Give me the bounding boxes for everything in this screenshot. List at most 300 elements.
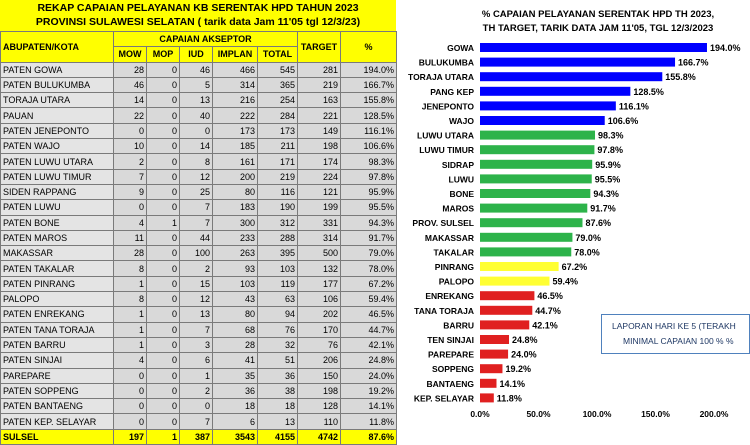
cell-name: PATEN BARRU: [1, 337, 114, 352]
data-label: 91.7%: [590, 203, 616, 214]
cell-mop: 0: [147, 383, 180, 398]
table-row: [1, 230, 397, 245]
cell-mop: 0: [147, 337, 180, 352]
bar: [480, 116, 605, 125]
cell-mow: 46: [114, 77, 147, 92]
data-label: 78.0%: [574, 247, 600, 258]
col-header-mow: MOW: [114, 47, 147, 62]
cell-mop: 0: [147, 62, 180, 77]
cell-implan: 161: [213, 154, 258, 169]
cell-mow: 7: [114, 169, 147, 184]
total-cell-implan: 3543: [213, 429, 258, 444]
cell-mow: 28: [114, 246, 147, 261]
cell-total: 94: [258, 307, 298, 322]
table-title: REKAP CAPAIAN PELAYANAN KB SERENTAK HPD TAHUN 2023: [37, 2, 359, 14]
data-label: 166.7%: [678, 57, 709, 68]
x-tick-label: 200.0%: [699, 409, 729, 419]
category-label: WAJO: [448, 116, 474, 126]
cell-mop: 0: [147, 77, 180, 92]
table-row: [1, 261, 397, 276]
category-label: ENREKANG: [425, 291, 474, 302]
cell-name: PAUAN: [1, 108, 114, 123]
cell-implan: 68: [213, 322, 258, 337]
cell-total: 171: [258, 154, 298, 169]
cell-iud: 14: [180, 139, 213, 154]
cell-target: 132: [298, 261, 341, 276]
cell-target: 331: [298, 215, 341, 230]
cell-implan: 200: [213, 169, 258, 184]
cell-mop: 0: [147, 246, 180, 261]
chart-panel: [398, 0, 750, 422]
category-label: LUWU TIMUR: [419, 145, 474, 156]
cell-name: PATEN GOWA: [1, 62, 114, 77]
category-label: PINRANG: [434, 262, 474, 272]
cell-mop: 0: [147, 261, 180, 276]
cell-pct: 79.0%: [341, 246, 397, 261]
x-axis: [470, 409, 729, 419]
cell-name: PALOPO: [1, 292, 114, 307]
cell-iud: 5: [180, 77, 213, 92]
cell-mop: 0: [147, 139, 180, 154]
cell-iud: 0: [180, 399, 213, 414]
cell-total: 395: [258, 246, 298, 261]
data-label: 97.8%: [597, 145, 623, 156]
table-row: [1, 353, 397, 368]
bar: [480, 189, 590, 198]
cell-mop: 0: [147, 200, 180, 215]
cell-mop: 0: [147, 230, 180, 245]
category-label: SIDRAP: [441, 159, 474, 170]
cell-iud: 2: [180, 261, 213, 276]
cell-total: 190: [258, 200, 298, 215]
category-label: TAKALAR: [433, 247, 474, 258]
category-label: MAKASSAR: [424, 232, 474, 243]
cell-implan: 314: [213, 77, 258, 92]
cell-iud: 7: [180, 414, 213, 429]
bar: [480, 291, 534, 300]
cell-implan: 93: [213, 261, 258, 276]
cell-target: 224: [298, 169, 341, 184]
cell-iud: 8: [180, 154, 213, 169]
cell-mop: 0: [147, 154, 180, 169]
cell-mow: 0: [114, 200, 147, 215]
cell-iud: 15: [180, 276, 213, 291]
cell-target: 76: [298, 337, 341, 352]
cell-target: 500: [298, 246, 341, 261]
data-label: 194.0%: [709, 43, 741, 53]
data-label: 44.7%: [535, 305, 561, 316]
category-label: PALOPO: [438, 276, 474, 287]
cell-name: PATEN WAJO: [1, 139, 114, 154]
cell-mop: 0: [147, 108, 180, 123]
cell-mow: 1: [114, 276, 147, 291]
cell-name: SIDEN RAPPANG: [1, 184, 114, 199]
category-label: BONE: [449, 189, 474, 199]
col-header-total: TOTAL: [258, 47, 298, 62]
cell-iud: 0: [180, 123, 213, 138]
table-subtitle: PROVINSI SULAWESI SELATAN ( tarik data Jam 11'05 tgl 12/3/23): [35, 16, 361, 28]
cell-mow: 8: [114, 261, 147, 276]
category-label: LUWU: [448, 174, 474, 185]
cell-pct: 166.7%: [341, 77, 397, 92]
cell-total: 365: [258, 77, 298, 92]
table-row: [1, 123, 397, 138]
cell-mow: 10: [114, 139, 147, 154]
data-label: 116.1%: [618, 101, 649, 112]
cell-name: PATEN TANA TORAJA: [1, 322, 114, 337]
cell-mow: 0: [114, 383, 147, 398]
data-label: 94.3%: [593, 189, 619, 199]
cell-total: 116: [258, 184, 298, 199]
table-row: [1, 246, 397, 261]
table-row: [1, 322, 397, 337]
cell-mow: 14: [114, 93, 147, 108]
cell-mop: 0: [147, 184, 180, 199]
cell-mop: 0: [147, 414, 180, 429]
x-tick-label: 100.0%: [582, 409, 612, 419]
cell-iud: 40: [180, 108, 213, 123]
bar: [480, 87, 630, 96]
cell-total: 173: [258, 123, 298, 138]
cell-mow: 1: [114, 307, 147, 322]
table-row: [1, 200, 397, 215]
data-label: 14.1%: [499, 378, 526, 389]
cell-target: 198: [298, 383, 341, 398]
data-label: 95.9%: [595, 159, 621, 170]
cell-name: PATEN PINRANG: [1, 276, 114, 291]
cell-mow: 28: [114, 62, 147, 77]
cell-total: 119: [258, 276, 298, 291]
cell-iud: 25: [180, 184, 213, 199]
category-label: TORAJA UTARA: [408, 72, 474, 83]
col-header-kabupaten: ABUPATEN/KOTA: [1, 32, 114, 63]
cell-mow: 0: [114, 123, 147, 138]
x-tick-label: 0.0%: [470, 409, 490, 419]
chart-title: % CAPAIAN PELAYANAN SERENTAK HPD TH 2023,: [481, 9, 715, 20]
cell-total: 76: [258, 322, 298, 337]
bar: [480, 174, 592, 183]
cell-mow: 1: [114, 322, 147, 337]
cell-pct: 59.4%: [341, 292, 397, 307]
table-row: [1, 169, 397, 184]
cell-target: 221: [298, 108, 341, 123]
cell-mow: 1: [114, 337, 147, 352]
total-cell-iud: 387: [180, 429, 213, 444]
cell-mop: 0: [147, 292, 180, 307]
cell-pct: 116.1%: [341, 123, 397, 138]
data-label: 128.5%: [633, 86, 664, 97]
cell-implan: 35: [213, 368, 258, 383]
table-row: [1, 139, 397, 154]
x-tick-label: 150.0%: [641, 409, 670, 419]
cell-mow: 4: [114, 353, 147, 368]
report-note: [601, 314, 750, 354]
cell-implan: 6: [213, 414, 258, 429]
bar: [480, 204, 587, 213]
cell-target: 177: [298, 276, 341, 291]
col-header-capaian: CAPAIAN AKSEPTOR: [114, 32, 298, 47]
cell-pct: 98.3%: [341, 154, 397, 169]
table-row: [1, 77, 397, 92]
cell-target: 163: [298, 93, 341, 108]
cell-mow: 9: [114, 184, 147, 199]
total-cell-target: 4742: [298, 429, 341, 444]
cell-pct: 19.2%: [341, 383, 397, 398]
table-row: [1, 215, 397, 230]
cell-target: 150: [298, 368, 341, 383]
cell-implan: 466: [213, 62, 258, 77]
cell-iud: 6: [180, 353, 213, 368]
cell-pct: 95.9%: [341, 184, 397, 199]
bar: [480, 43, 707, 52]
cell-mop: 0: [147, 307, 180, 322]
cell-total: 18: [258, 399, 298, 414]
cell-target: 198: [298, 139, 341, 154]
cell-name: TORAJA UTARA: [1, 93, 114, 108]
category-label: MAROS: [442, 203, 474, 214]
bar: [480, 262, 559, 271]
total-cell-name: SULSEL: [1, 429, 114, 444]
cell-target: 219: [298, 77, 341, 92]
cell-total: 51: [258, 353, 298, 368]
cell-target: 128: [298, 399, 341, 414]
col-header-iud: IUD: [180, 47, 213, 62]
total-cell-mop: 1: [147, 429, 180, 444]
bar: [480, 131, 595, 140]
cell-mop: 0: [147, 322, 180, 337]
cell-iud: 1: [180, 368, 213, 383]
bar: [480, 306, 532, 315]
cell-target: 174: [298, 154, 341, 169]
total-cell-total: 4155: [258, 429, 298, 444]
cell-iud: 2: [180, 383, 213, 398]
cell-mow: 0: [114, 414, 147, 429]
data-label: 79.0%: [575, 232, 601, 243]
table-row: [1, 184, 397, 199]
cell-mow: 0: [114, 399, 147, 414]
bar: [480, 101, 616, 110]
cell-pct: 14.1%: [341, 399, 397, 414]
cell-name: PATEN LUWU TIMUR: [1, 169, 114, 184]
cell-implan: 103: [213, 276, 258, 291]
category-label: TEN SINJAI: [427, 335, 474, 345]
cell-pct: 78.0%: [341, 261, 397, 276]
cell-mow: 22: [114, 108, 147, 123]
category-label: PAREPARE: [428, 349, 474, 360]
cell-name: PATEN LUWU UTARA: [1, 154, 114, 169]
category-label: BANTAENG: [426, 378, 474, 389]
col-header-implan: IMPLAN: [213, 47, 258, 62]
cell-target: 199: [298, 200, 341, 215]
col-header-pct: %: [341, 32, 397, 63]
cell-pct: 24.0%: [341, 368, 397, 383]
cell-implan: 80: [213, 307, 258, 322]
x-tick-label: 50.0%: [526, 409, 551, 419]
cell-target: 202: [298, 307, 341, 322]
total-cell-pct: 87.6%: [341, 429, 397, 444]
data-label: 24.8%: [512, 335, 538, 345]
cell-name: PATEN MAROS: [1, 230, 114, 245]
cell-mop: 0: [147, 368, 180, 383]
table-titles: [0, 0, 396, 31]
category-label: SOPPENG: [431, 364, 474, 375]
table-row: [1, 414, 397, 429]
cell-mop: 0: [147, 399, 180, 414]
cell-mop: 0: [147, 169, 180, 184]
cell-total: 254: [258, 93, 298, 108]
cell-implan: 43: [213, 292, 258, 307]
cell-name: PATEN BANTAENG: [1, 399, 114, 414]
cell-iud: 3: [180, 337, 213, 352]
cell-mop: 0: [147, 353, 180, 368]
cell-name: PATEN SOPPENG: [1, 383, 114, 398]
cell-name: PATEN KEP. SELAYAR: [1, 414, 114, 429]
cell-iud: 12: [180, 169, 213, 184]
bar: [480, 364, 502, 373]
recap-table: [0, 31, 397, 445]
cell-total: 219: [258, 169, 298, 184]
bar: [480, 350, 508, 359]
category-label: GOWA: [447, 43, 474, 53]
cell-iud: 100: [180, 246, 213, 261]
data-label: 24.0%: [511, 349, 537, 360]
bar: [480, 160, 592, 169]
cell-mop: 0: [147, 123, 180, 138]
data-label: 87.6%: [585, 218, 612, 229]
cell-pct: 11.8%: [341, 414, 397, 429]
bar: [480, 145, 594, 154]
table-body: [1, 62, 397, 444]
note-line-1: LAPORAN HARI KE 5 (TERAKH: [612, 321, 736, 331]
table-row: [1, 337, 397, 352]
cell-pct: 44.7%: [341, 322, 397, 337]
cell-mow: 4: [114, 215, 147, 230]
chart-subtitle: TH TARGET, TARIK DATA JAM 11'05, TGL 12/3/2023: [482, 23, 714, 34]
cell-iud: 7: [180, 215, 213, 230]
cell-iud: 13: [180, 307, 213, 322]
cell-implan: 183: [213, 200, 258, 215]
cell-name: PAREPARE: [1, 368, 114, 383]
table-row: [1, 276, 397, 291]
category-label: LUWU UTARA: [417, 130, 474, 141]
cell-pct: 128.5%: [341, 108, 397, 123]
table-row: [1, 62, 397, 77]
bar: [480, 335, 509, 344]
cell-total: 63: [258, 292, 298, 307]
category-label: TANA TORAJA: [414, 305, 474, 316]
cell-target: 110: [298, 414, 341, 429]
table-row: [1, 154, 397, 169]
data-label: 59.4%: [552, 276, 579, 287]
cell-pct: 194.0%: [341, 62, 397, 77]
bar: [480, 233, 572, 242]
cell-iud: 7: [180, 322, 213, 337]
cell-total: 38: [258, 383, 298, 398]
table-row: [1, 93, 397, 108]
category-label: KEP. SELAYAR: [413, 393, 474, 404]
cell-total: 211: [258, 139, 298, 154]
cell-pct: 94.3%: [341, 215, 397, 230]
cell-pct: 46.5%: [341, 307, 397, 322]
cell-total: 13: [258, 414, 298, 429]
category-label: JENEPONTO: [421, 101, 474, 112]
bar: [480, 218, 582, 227]
cell-implan: 233: [213, 230, 258, 245]
cell-implan: 216: [213, 93, 258, 108]
data-label: 155.8%: [665, 72, 696, 83]
cell-implan: 300: [213, 215, 258, 230]
cell-implan: 173: [213, 123, 258, 138]
cell-pct: 155.8%: [341, 93, 397, 108]
cell-name: MAKASSAR: [1, 246, 114, 261]
cell-name: PATEN BULUKUMBA: [1, 77, 114, 92]
bar: [480, 393, 494, 402]
category-label: BARRU: [443, 320, 474, 331]
bar: [480, 58, 675, 67]
data-label: 98.3%: [598, 130, 624, 141]
total-cell-mow: 197: [114, 429, 147, 444]
cell-total: 288: [258, 230, 298, 245]
cell-iud: 7: [180, 200, 213, 215]
bar: [480, 320, 529, 329]
category-label: BULUKUMBA: [418, 57, 474, 68]
cell-total: 32: [258, 337, 298, 352]
cell-pct: 106.6%: [341, 139, 397, 154]
col-header-mop: MOP: [147, 47, 180, 62]
category-label: PANG KEP: [430, 86, 474, 97]
cell-name: PATEN SINJAI: [1, 353, 114, 368]
cell-iud: 12: [180, 292, 213, 307]
cell-total: 312: [258, 215, 298, 230]
cell-iud: 44: [180, 230, 213, 245]
cell-implan: 36: [213, 383, 258, 398]
data-label: 46.5%: [537, 291, 563, 302]
cell-target: 170: [298, 322, 341, 337]
cell-mop: 1: [147, 215, 180, 230]
total-row: [1, 429, 397, 444]
table-row: [1, 108, 397, 123]
cell-implan: 263: [213, 246, 258, 261]
cell-pct: 97.8%: [341, 169, 397, 184]
table-row: [1, 368, 397, 383]
cell-name: PATEN TAKALAR: [1, 261, 114, 276]
data-label: 106.6%: [607, 116, 639, 126]
cell-name: PATEN ENREKANG: [1, 307, 114, 322]
data-label: 67.2%: [561, 262, 588, 272]
data-label: 95.5%: [594, 174, 621, 185]
cell-target: 281: [298, 62, 341, 77]
cell-target: 149: [298, 123, 341, 138]
cell-pct: 91.7%: [341, 230, 397, 245]
bar: [480, 247, 571, 256]
cell-implan: 222: [213, 108, 258, 123]
cell-implan: 80: [213, 184, 258, 199]
col-header-target: TARGET: [298, 32, 341, 63]
cell-implan: 28: [213, 337, 258, 352]
cell-total: 36: [258, 368, 298, 383]
cell-iud: 13: [180, 93, 213, 108]
cell-pct: 67.2%: [341, 276, 397, 291]
data-label: 11.8%: [496, 393, 522, 404]
table-row: [1, 292, 397, 307]
cell-pct: 42.1%: [341, 337, 397, 352]
cell-implan: 18: [213, 399, 258, 414]
cell-name: PATEN BONE: [1, 215, 114, 230]
bar: [480, 379, 496, 388]
data-label: 19.2%: [505, 364, 531, 375]
cell-mow: 0: [114, 368, 147, 383]
cell-iud: 46: [180, 62, 213, 77]
